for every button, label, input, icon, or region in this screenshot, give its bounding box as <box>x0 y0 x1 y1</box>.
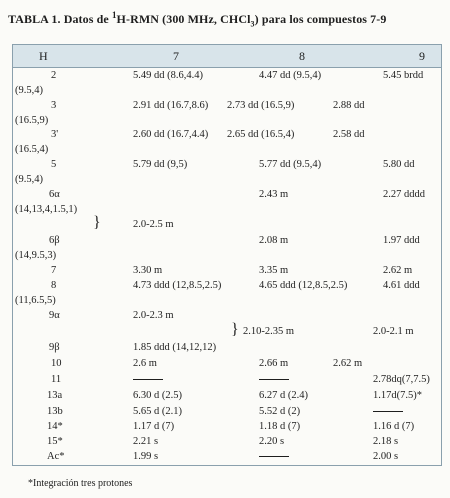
row-h-label: 10 <box>51 358 62 369</box>
row-value: 1.97 ddd <box>383 235 420 246</box>
row-value: 5.52 d (2) <box>259 406 301 417</box>
table-footnote: *Integración tres protones <box>28 478 133 489</box>
row-coupling: (16.5,4) <box>15 144 49 155</box>
row-value: 2.65 dd (16.5,4) <box>227 129 295 140</box>
row-h-label: 13b <box>47 406 63 417</box>
row-value: 3.30 m <box>133 265 163 276</box>
row-value: 2.10-2.35 m <box>243 326 295 337</box>
row-h-label: 7 <box>51 265 57 276</box>
row-h-label: 3' <box>51 129 59 140</box>
row-value: 5.65 d (2.1) <box>133 406 182 417</box>
row-value: 2.0-2.5 m <box>133 219 174 230</box>
row-value: 2.08 m <box>259 235 289 246</box>
row-value: 5.79 dd (9,5) <box>133 159 188 170</box>
row-value: 5.49 dd (8.6,4.4) <box>133 70 203 81</box>
row-h-label: 14* <box>47 421 63 432</box>
table-caption <box>8 10 386 28</box>
empty-dash <box>259 451 289 462</box>
row-value: 2.60 dd (16.7,4.4) <box>133 129 209 140</box>
row-h-label: 5 <box>51 159 57 170</box>
empty-dash <box>373 406 403 417</box>
row-h-label: 9β <box>49 342 60 353</box>
row-value: 2.20 s <box>259 436 285 447</box>
row-h-label: 13a <box>47 390 63 401</box>
header-compound-7: 7 <box>173 49 179 63</box>
row-value: 1.99 s <box>133 451 159 462</box>
row-value: 2.73 dd (16.5,9) <box>227 100 295 111</box>
row-value: 5.80 dd <box>383 159 415 170</box>
row-value: 3.35 m <box>259 265 289 276</box>
row-h-label: 9α <box>49 310 60 321</box>
row-h-label: 6α <box>49 189 60 200</box>
row-value: 2.0-2.3 m <box>133 310 174 321</box>
row-value: 2.21 s <box>133 436 159 447</box>
caption-suffix: ) para los compuestos 7-9 <box>254 12 387 26</box>
row-value: 2.78dq(7,7.5) <box>373 374 430 385</box>
header-compound-8: 8 <box>299 49 305 63</box>
row-value: 1.17d(7.5)* <box>373 390 422 401</box>
row-coupling: (14,9.5,3) <box>15 250 57 261</box>
row-value: 6.30 d (2.5) <box>133 390 182 401</box>
row-value: 1.16 d (7) <box>373 421 415 432</box>
row-coupling: (9.5,4) <box>15 85 43 96</box>
nmr-data-table <box>12 44 442 466</box>
row-value: 2.6 m <box>133 358 157 369</box>
caption-middle: H-RMN (300 MHz, CHCl <box>116 12 251 26</box>
row-value: 6.27 d (2.4) <box>259 390 308 401</box>
row-h-label: 15* <box>47 436 63 447</box>
row-h-label: 8 <box>51 280 57 291</box>
row-value: 1.85 ddd (14,12,12) <box>133 342 217 353</box>
row-h-label: 3 <box>51 100 57 111</box>
row-value: 2.18 s <box>373 436 399 447</box>
row-coupling: (11,6.5,5) <box>15 295 56 306</box>
row-value: 4.65 ddd (12,8.5,2.5) <box>259 280 348 291</box>
row-value: 2.62 m <box>383 265 413 276</box>
row-value: 4.47 dd (9.5,4) <box>259 70 322 81</box>
empty-dash <box>259 374 289 385</box>
header-compound-9: 9 <box>419 49 425 63</box>
row-coupling: (14,13,4,1.5,1) <box>15 204 78 215</box>
row-value: 2.27 dddd <box>383 189 425 200</box>
row-value: 2.00 s <box>373 451 399 462</box>
row-value: 4.73 ddd (12,8.5,2.5) <box>133 280 222 291</box>
caption-subscript: 3 <box>250 19 255 29</box>
row-value: 2.88 dd <box>333 100 365 111</box>
row-h-label: 2 <box>51 70 57 81</box>
row-value: 5.45 brdd <box>383 70 424 81</box>
row-value: 4.61 ddd <box>383 280 420 291</box>
row-value: 1.17 d (7) <box>133 421 175 432</box>
row-value: 2.62 m <box>333 358 363 369</box>
brace-glyph: } <box>231 321 239 338</box>
header-h: H <box>39 49 48 63</box>
row-coupling: (16.5,9) <box>15 115 49 126</box>
row-h-label: Ac* <box>47 451 65 462</box>
row-h-label: 6β <box>49 235 60 246</box>
caption-prefix: TABLA 1. Datos de <box>8 12 112 26</box>
row-value: 2.0-2.1 m <box>373 326 414 337</box>
table-header-row <box>13 45 441 68</box>
row-value: 2.43 m <box>259 189 289 200</box>
row-value: 2.58 dd <box>333 129 365 140</box>
row-value: 1.18 d (7) <box>259 421 301 432</box>
row-value: 5.77 dd (9.5,4) <box>259 159 322 170</box>
row-coupling: (9.5,4) <box>15 174 43 185</box>
row-value: 2.91 dd (16.7,8.6) <box>133 100 209 111</box>
empty-dash <box>133 374 163 385</box>
brace-glyph: } <box>93 214 101 231</box>
row-value: 2.66 m <box>259 358 289 369</box>
row-h-label: 11 <box>51 374 62 385</box>
caption-isotope: 1 <box>111 10 117 20</box>
